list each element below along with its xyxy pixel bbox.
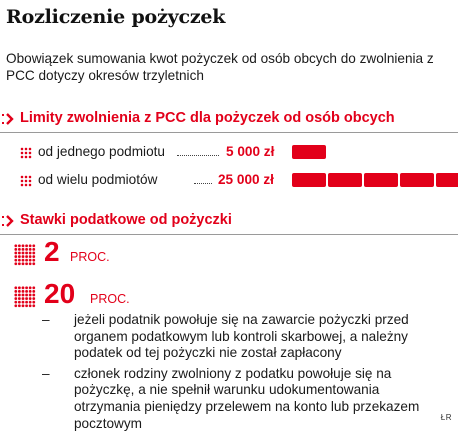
limit-bar-segment xyxy=(364,173,398,187)
dotted-leader xyxy=(194,182,212,184)
limit-bar-segment xyxy=(436,173,458,187)
author-credit: ŁR xyxy=(440,413,452,422)
rate-conditions-list xyxy=(42,312,432,436)
section-limits-header xyxy=(0,107,458,133)
limit-bars xyxy=(292,144,326,160)
limit-bar-segment xyxy=(400,173,434,187)
section-rates-label: Stawki podatkowe od pożyczki xyxy=(20,212,232,228)
rate-value: 20 xyxy=(44,278,76,309)
infographic-subtitle: Obowiązek sumowania kwot pożyczek od osób obcych do zwolnienia z PCC dotyczy okresów trzyletnich xyxy=(6,51,434,83)
dot-grid-icon xyxy=(20,147,32,159)
dot-grid-icon xyxy=(14,244,36,266)
rate-value: 2 xyxy=(44,236,60,267)
limit-row-label: od jednego podmiotu xyxy=(38,144,165,159)
dotted-leader xyxy=(177,154,219,156)
rate-unit: PROC. xyxy=(90,292,130,306)
dot-grid-icon xyxy=(14,286,36,308)
limit-bars xyxy=(292,172,458,188)
chevron-right-icon xyxy=(2,111,16,127)
limit-row-single xyxy=(20,144,458,162)
section-rates-header xyxy=(0,209,458,235)
limit-bar-segment xyxy=(328,173,362,187)
list-item: – członek rodziny zwolniony z podatku powołuje się na pożyczkę, a nie spełnił warunku udokumentowania otrzymania pieniędzy przelewem na konto lub przekazem pocztowym xyxy=(42,366,432,432)
chevron-right-icon xyxy=(2,213,16,229)
rate-unit: PROC. xyxy=(70,250,110,264)
section-limits-label: Limity zwolnienia z PCC dla pożyczek od osób obcych xyxy=(20,110,395,126)
limit-row-label: od wielu podmiotów xyxy=(38,172,158,187)
dot-grid-icon xyxy=(20,175,32,187)
list-item: – jeżeli podatnik powołuje się na zawarcie pożyczki przed organem podatkowym lub kontroli skarbowej, a należny podatek od tej pożyczki nie został zapłacony xyxy=(42,312,432,362)
limit-row-multiple xyxy=(20,172,458,190)
limit-amount: 5 000 zł xyxy=(226,144,275,159)
infographic-title: Rozliczenie pożyczek xyxy=(6,6,226,28)
limit-amount: 25 000 zł xyxy=(218,172,274,187)
limit-bar-segment xyxy=(292,173,326,187)
limit-bar-segment xyxy=(292,145,326,159)
